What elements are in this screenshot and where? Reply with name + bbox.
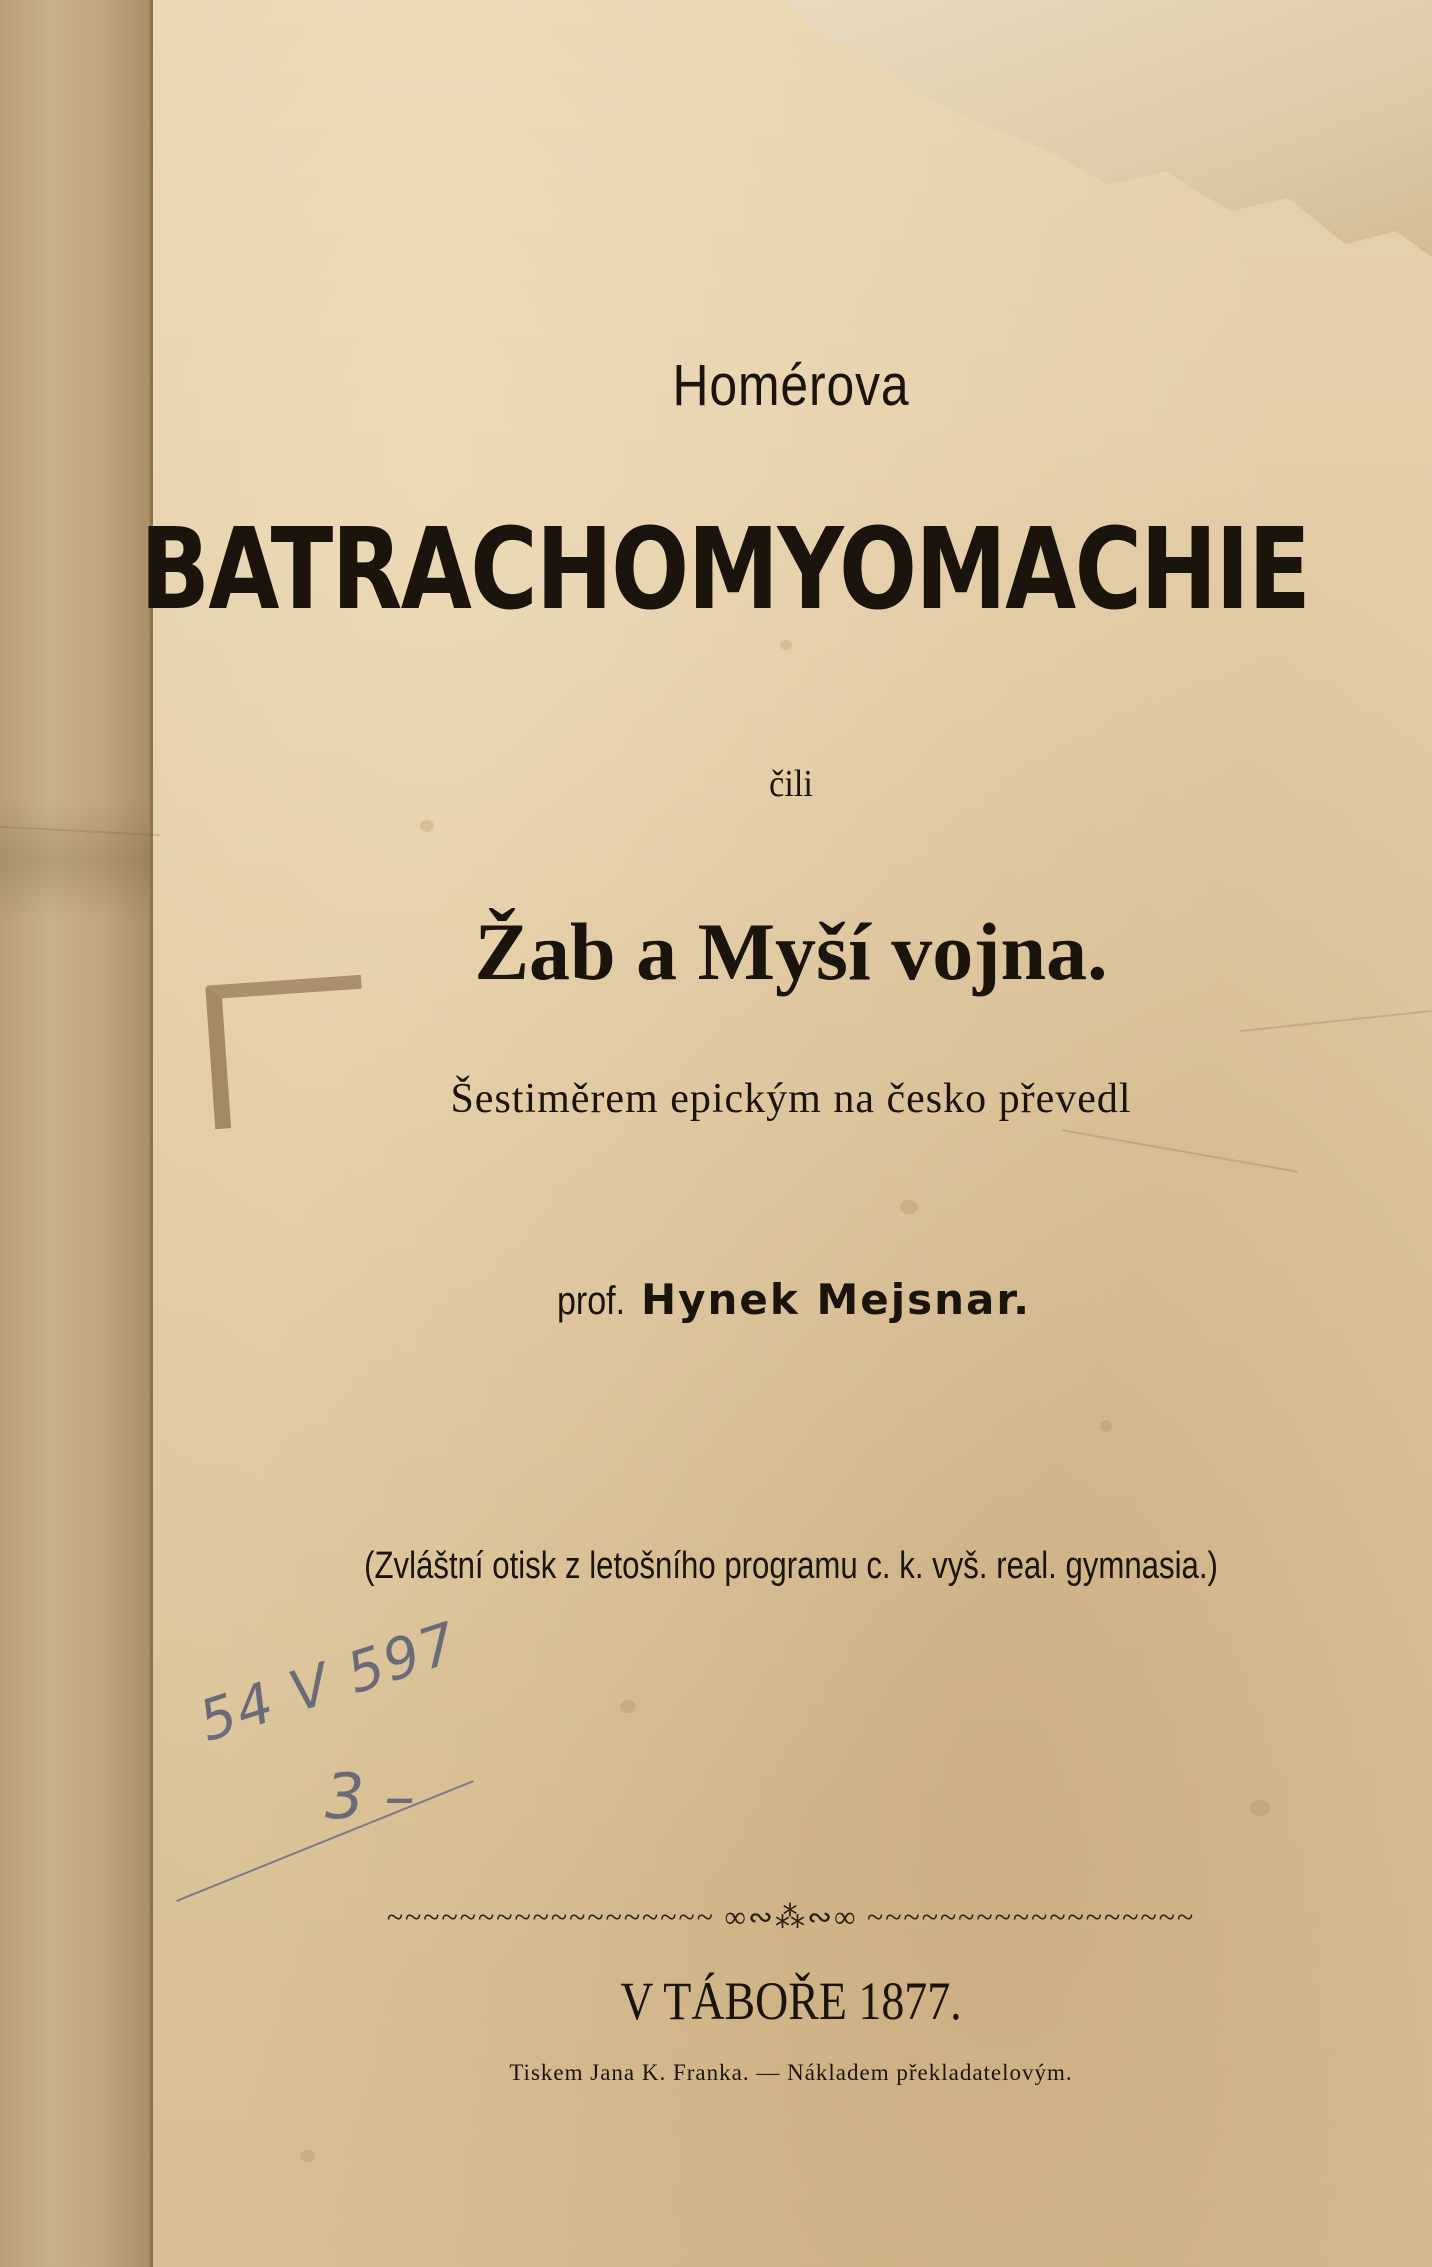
foxing-spot	[300, 2150, 315, 2162]
foxing-spot	[780, 640, 792, 650]
translator-line	[150, 1275, 1432, 1324]
torn-paper-corner	[712, 0, 1432, 330]
title-conjunction: čili	[769, 763, 813, 805]
shelfmark-code: 54 V 597	[191, 1610, 467, 1755]
decorative-rule: ~~~~~~~~~~~~~~~~~~ ∞∾⁂∾∞ ~~~~~~~~~~~~~~~~~~	[386, 1901, 1196, 1934]
printer-imprint: Tiskem Jana K. Franka. — Nákladem překladatelovým.	[509, 2060, 1073, 2085]
foxing-spot	[1250, 1800, 1270, 1816]
translator-title: prof.	[556, 1279, 625, 1323]
shelfmark-number: 3 –	[325, 1760, 416, 1833]
book-spine	[0, 0, 153, 2267]
paper-crease	[1062, 1129, 1299, 1173]
translation-statement: Šestiměrem epickým na česko převedl	[450, 1076, 1132, 1122]
foxing-spot	[620, 1700, 636, 1713]
book-subtitle: Žab a Myší vojna.	[474, 906, 1108, 997]
spine-fold-shadow	[0, 800, 150, 920]
place-and-year: V TÁBOŘE 1877.	[620, 1971, 962, 2031]
foxing-spot	[900, 1200, 918, 1214]
book-title: BATRACHOMYOMACHIE	[140, 505, 1310, 635]
paper-crease	[1240, 1010, 1431, 1032]
author-name: Homérova	[672, 353, 910, 418]
offprint-note: (Zvláštní otisk z letošního programu c. k. vyš. real. gymnasia.)	[364, 1545, 1218, 1587]
translator-name: Hynek Mejsnar.	[640, 1275, 1032, 1324]
foxing-spot	[1100, 1420, 1112, 1432]
foxing-spot	[420, 820, 434, 832]
handwritten-shelfmark	[175, 1610, 475, 1900]
